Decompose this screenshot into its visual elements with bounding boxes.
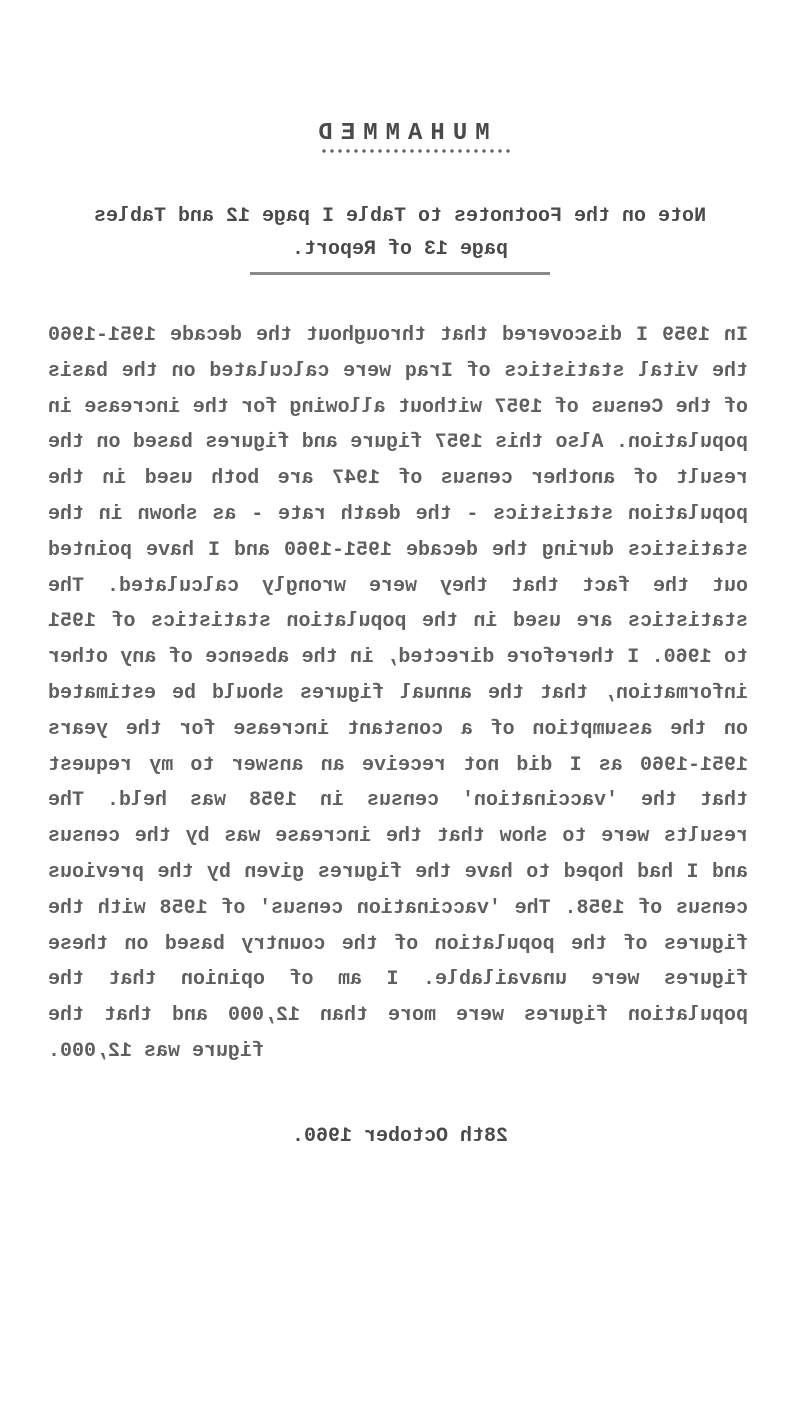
document-date: 28th October 1960. — [291, 1125, 509, 1148]
heading-underline — [320, 148, 510, 154]
document-heading: MUHAMMED — [310, 120, 490, 147]
note-title: Note on the Footnotes to Table I page 12 and Tables page 13 of Report. — [93, 205, 707, 261]
body-paragraph: In 1959 I discovered that throughout the decade 1951-1960 the vital statistics of Iraq were calculated on the basis of the Census of 1957 without allowing for the increase in population. Also this 1957 figure and figures based on the result of another census of 1947 are both used in the population statistics - the death rate - as shown in the statistics during the decade 1951-1960 and I have pointed out the fact that they were wrongly calculated. The statistics are used in the population statistics of 1951 to 1960. I therefore directed, in the absence of any other information, that the annual figures should be estimated on the assumption of a constant increase for the years 1951-1960 as I did not receive an answer to my request that the 'vaccination' census in 1958 was held. The results were to show that the increase was by the census and I had hoped to have the figures given by the previous census of 1958. The 'vaccination census' of 1958 with the figures of the population of the country based on these figures were unavailable. I am of opinion that the population figures were more than 12,000 and that the figure was 12,000. — [48, 324, 748, 1063]
note-underline — [250, 272, 550, 275]
